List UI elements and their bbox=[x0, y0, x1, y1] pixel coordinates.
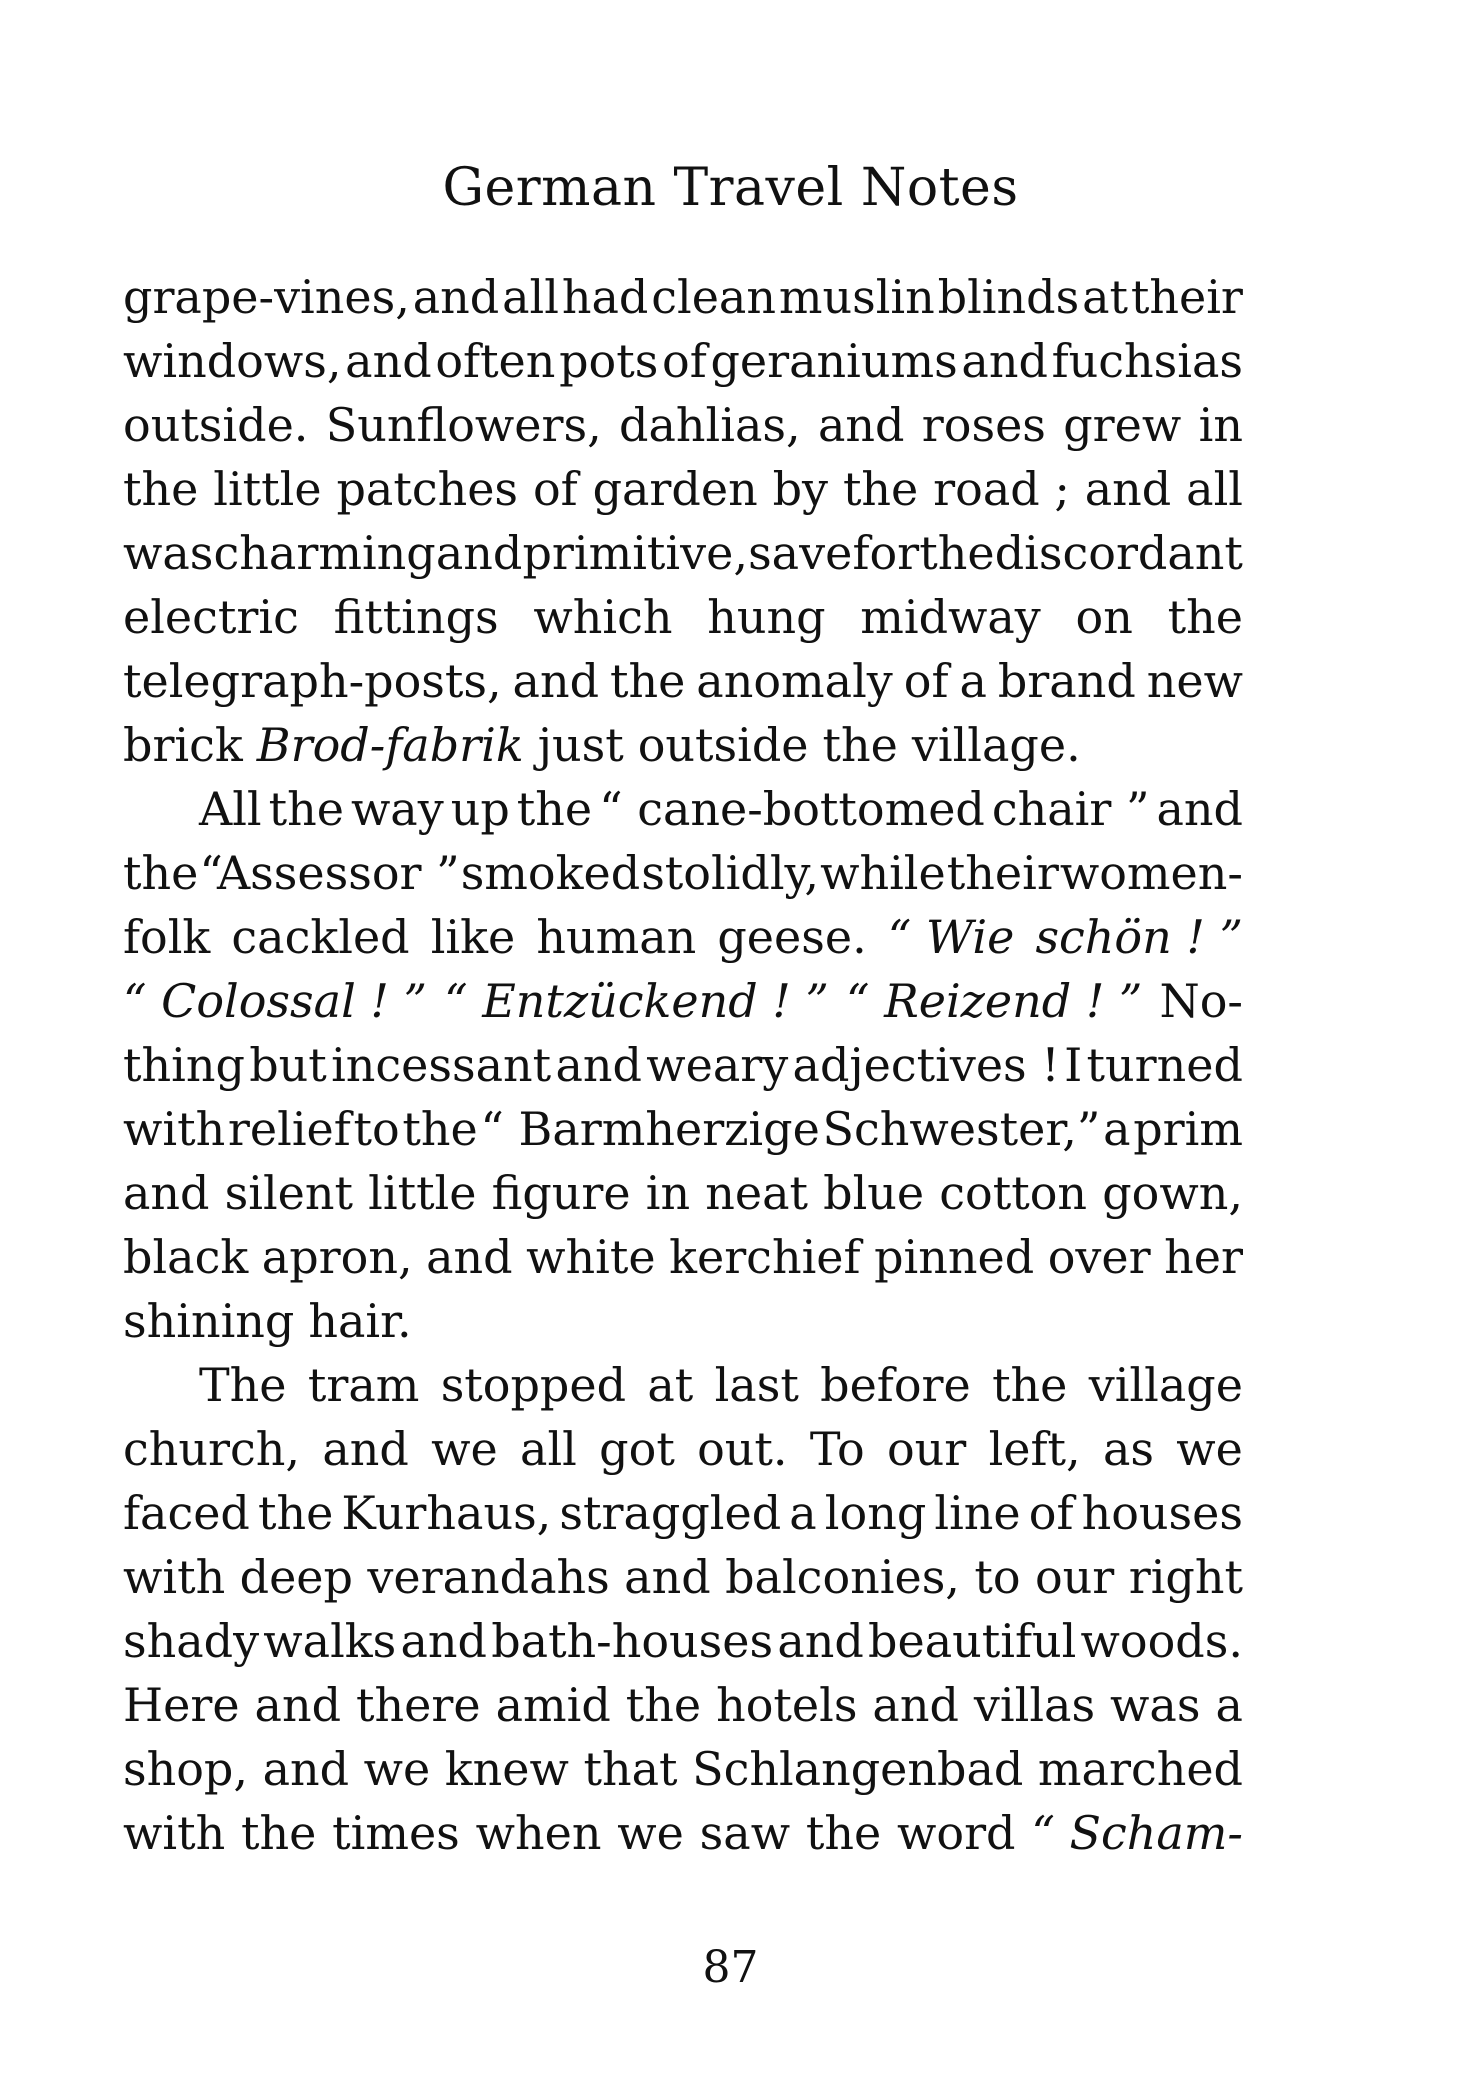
word: to bbox=[974, 1550, 1021, 1604]
word: got bbox=[599, 1422, 675, 1476]
word: we bbox=[1176, 1422, 1243, 1476]
text-line bbox=[123, 1353, 1243, 1417]
word: and bbox=[400, 1614, 487, 1668]
word: thing bbox=[123, 1038, 245, 1092]
word: tram bbox=[307, 1358, 420, 1412]
word: straggled bbox=[559, 1486, 782, 1540]
word: kerchief bbox=[669, 1230, 861, 1284]
word: and bbox=[123, 1166, 210, 1220]
word: bath-houses bbox=[491, 1614, 774, 1668]
word: left, bbox=[988, 1422, 1081, 1476]
word: telegraph-posts, bbox=[123, 654, 502, 708]
word: the bbox=[919, 526, 995, 580]
word: there bbox=[356, 1678, 481, 1732]
word: road ; bbox=[933, 462, 1070, 516]
word: like bbox=[430, 910, 516, 964]
word: their bbox=[946, 846, 1059, 900]
word: at bbox=[1082, 270, 1128, 324]
page-number: 87 bbox=[702, 1942, 759, 1993]
text-line bbox=[123, 1801, 1243, 1865]
word: as bbox=[1102, 1422, 1154, 1476]
word: “ Scham- bbox=[1031, 1806, 1243, 1860]
text-line bbox=[123, 841, 1243, 905]
word: Schwester,” bbox=[822, 1102, 1101, 1156]
word: neat bbox=[705, 1166, 808, 1220]
word: save bbox=[748, 526, 853, 580]
word: “ cane-bottomed bbox=[599, 782, 985, 836]
word: Schlangenbad bbox=[692, 1742, 1024, 1796]
word: midway bbox=[860, 590, 1041, 644]
word: of bbox=[662, 334, 707, 388]
word: with bbox=[123, 1102, 226, 1156]
word: fittings bbox=[333, 590, 499, 644]
word: brick bbox=[123, 718, 243, 772]
word: hair. bbox=[308, 1294, 412, 1348]
word: our bbox=[1034, 1550, 1115, 1604]
word: amid bbox=[495, 1678, 611, 1732]
word: and bbox=[426, 1230, 513, 1284]
word: roses bbox=[921, 398, 1046, 452]
word: No- bbox=[1159, 974, 1243, 1028]
word: marched bbox=[1037, 1742, 1243, 1796]
word: incessant bbox=[331, 1038, 552, 1092]
word: and bbox=[1084, 462, 1172, 516]
text-line bbox=[123, 1481, 1243, 1545]
word: garden bbox=[592, 462, 758, 516]
word: the bbox=[516, 782, 593, 836]
word: the bbox=[842, 462, 919, 516]
word: I bbox=[1064, 1038, 1083, 1092]
text-line bbox=[123, 521, 1243, 585]
word: Here bbox=[123, 1678, 240, 1732]
word: “ Reizend ! ” bbox=[845, 974, 1143, 1028]
word: geraniums bbox=[710, 334, 958, 388]
word: pots bbox=[559, 334, 659, 388]
text-line bbox=[123, 329, 1243, 393]
word: blue bbox=[823, 1166, 925, 1220]
word: The bbox=[199, 1358, 287, 1412]
word: all bbox=[520, 1422, 577, 1476]
word: over bbox=[1047, 1230, 1151, 1284]
word: and bbox=[435, 526, 523, 580]
word: outside bbox=[637, 718, 809, 772]
word: village bbox=[1088, 1358, 1243, 1412]
word: charming bbox=[213, 526, 436, 580]
word: right bbox=[1128, 1550, 1243, 1604]
word: a bbox=[789, 1486, 817, 1540]
word: their bbox=[1130, 270, 1243, 324]
word: had bbox=[561, 270, 649, 324]
word: and bbox=[555, 1038, 642, 1092]
text-line bbox=[123, 777, 1243, 841]
word: prim bbox=[1133, 1102, 1243, 1156]
text-line bbox=[123, 1161, 1243, 1225]
word: the bbox=[241, 1806, 317, 1860]
word: by bbox=[772, 462, 829, 516]
word: clean bbox=[651, 270, 776, 324]
word: the bbox=[992, 1358, 1068, 1412]
word: the bbox=[805, 1806, 882, 1860]
word: in bbox=[645, 1166, 691, 1220]
text-line bbox=[123, 1545, 1243, 1609]
word: just bbox=[537, 718, 624, 772]
word: and bbox=[961, 334, 1048, 388]
word: verandahs bbox=[367, 1550, 610, 1604]
word: the bbox=[123, 462, 199, 516]
word: a bbox=[1103, 1102, 1131, 1156]
word: schön ! ” bbox=[1035, 910, 1243, 964]
word: on bbox=[1075, 590, 1133, 644]
text-line bbox=[123, 1033, 1243, 1097]
word: village. bbox=[911, 718, 1081, 772]
text-line bbox=[123, 585, 1243, 649]
word: the bbox=[625, 1678, 702, 1732]
word: walks bbox=[263, 1614, 397, 1668]
text-line bbox=[123, 457, 1243, 521]
word: and bbox=[872, 1678, 959, 1732]
word: primitive, bbox=[522, 526, 748, 580]
word: for bbox=[852, 526, 920, 580]
word: discordant bbox=[994, 526, 1243, 580]
word: grape-vines, bbox=[123, 270, 410, 324]
word: little bbox=[368, 1166, 477, 1220]
word: when bbox=[475, 1806, 602, 1860]
word: all bbox=[502, 270, 559, 324]
word: the bbox=[822, 718, 898, 772]
word: windows, bbox=[123, 334, 342, 388]
word: beautiful bbox=[868, 1614, 1077, 1668]
word: houses bbox=[1081, 1486, 1243, 1540]
text-line bbox=[123, 1609, 1243, 1673]
word: last bbox=[714, 1358, 799, 1412]
word: folk bbox=[123, 910, 211, 964]
word: “ Colossal ! ” bbox=[123, 974, 428, 1028]
word: cackled bbox=[231, 910, 410, 964]
word: line bbox=[934, 1486, 1021, 1540]
word: brand bbox=[997, 654, 1136, 708]
word: muslin bbox=[778, 270, 935, 324]
word: grew bbox=[1063, 398, 1182, 452]
word: hotels bbox=[716, 1678, 858, 1732]
word: human bbox=[536, 910, 697, 964]
text-line bbox=[123, 1289, 1243, 1353]
text-line bbox=[123, 905, 1243, 969]
word: shady bbox=[123, 1614, 260, 1668]
word: shop, bbox=[123, 1742, 248, 1796]
word: her bbox=[1164, 1230, 1243, 1284]
word: long bbox=[824, 1486, 927, 1540]
running-title: German Travel Notes bbox=[442, 158, 1019, 218]
word: before bbox=[820, 1358, 971, 1412]
word: anomaly bbox=[696, 654, 893, 708]
word: times bbox=[332, 1806, 460, 1860]
word: new bbox=[1146, 654, 1243, 708]
word: the bbox=[123, 846, 199, 900]
word: and bbox=[254, 1678, 342, 1732]
word: silent bbox=[224, 1166, 354, 1220]
word: All bbox=[199, 782, 262, 836]
word: was bbox=[123, 526, 214, 580]
word: To bbox=[809, 1422, 865, 1476]
word: while bbox=[820, 846, 946, 900]
word: apron, bbox=[261, 1230, 413, 1284]
word: “ Wie bbox=[887, 910, 1015, 964]
word: way bbox=[350, 782, 444, 836]
word: outside. bbox=[123, 398, 309, 452]
word: that bbox=[583, 1742, 678, 1796]
word: turned bbox=[1086, 1038, 1243, 1092]
word: stopped bbox=[440, 1358, 627, 1412]
word: figure bbox=[491, 1166, 631, 1220]
word: smoked bbox=[460, 846, 641, 900]
word: the bbox=[402, 1102, 478, 1156]
text-line bbox=[123, 969, 1243, 1033]
word: and bbox=[345, 334, 432, 388]
word: and bbox=[322, 1422, 409, 1476]
word: and bbox=[512, 654, 600, 708]
word: all bbox=[1186, 462, 1243, 516]
word: Kurhaus, bbox=[341, 1486, 552, 1540]
word: with bbox=[123, 1550, 226, 1604]
word: church, bbox=[123, 1422, 301, 1476]
word: Sunflowers, bbox=[325, 398, 602, 452]
text-line bbox=[123, 1097, 1243, 1161]
word: and bbox=[624, 1550, 711, 1604]
word: “Assessor ” bbox=[199, 846, 460, 900]
word: of bbox=[903, 654, 949, 708]
text-line bbox=[123, 649, 1243, 713]
word: and bbox=[262, 1742, 350, 1796]
word: we bbox=[431, 1422, 498, 1476]
word: often bbox=[435, 334, 556, 388]
word: weary bbox=[646, 1038, 789, 1092]
word: to bbox=[353, 1102, 400, 1156]
word: black bbox=[123, 1230, 249, 1284]
word: stolidly, bbox=[641, 846, 820, 900]
word: which bbox=[533, 590, 673, 644]
word: relief bbox=[227, 1102, 351, 1156]
word: patches bbox=[336, 462, 519, 516]
word: in bbox=[1198, 398, 1243, 452]
word: gown, bbox=[1102, 1166, 1243, 1220]
word: “ Entzückend ! ” bbox=[444, 974, 829, 1028]
word: fuchsias bbox=[1051, 334, 1243, 388]
word: dahlias, bbox=[619, 398, 801, 452]
word: but bbox=[249, 1038, 327, 1092]
word: saw bbox=[699, 1806, 791, 1860]
text-line bbox=[123, 713, 1243, 777]
word: deep bbox=[239, 1550, 353, 1604]
word: woods. bbox=[1080, 1614, 1243, 1668]
word: of bbox=[532, 462, 578, 516]
word: our bbox=[886, 1422, 967, 1476]
body-text bbox=[123, 265, 1243, 1865]
word: the bbox=[268, 782, 344, 836]
word: adjectives ! bbox=[792, 1038, 1060, 1092]
word: was bbox=[1110, 1678, 1201, 1732]
word: at bbox=[647, 1358, 694, 1412]
text-line bbox=[123, 265, 1243, 329]
word: electric bbox=[123, 590, 299, 644]
word: blinds bbox=[937, 270, 1080, 324]
word: a bbox=[1215, 1678, 1243, 1732]
word: and bbox=[777, 1614, 864, 1668]
word: shining bbox=[123, 1294, 295, 1348]
word: knew bbox=[444, 1742, 569, 1796]
word: white bbox=[526, 1230, 656, 1284]
word: little bbox=[213, 462, 322, 516]
word: of bbox=[1028, 1486, 1074, 1540]
word: hung bbox=[707, 590, 826, 644]
word: “ Barmherzige bbox=[480, 1102, 820, 1156]
word: pinned bbox=[874, 1230, 1035, 1284]
word: and bbox=[1156, 782, 1243, 836]
word: Brod-fabrik bbox=[256, 718, 524, 772]
text-line bbox=[123, 1673, 1243, 1737]
word: faced bbox=[123, 1486, 250, 1540]
word: balconies, bbox=[725, 1550, 960, 1604]
word: villas bbox=[973, 1678, 1096, 1732]
word: the bbox=[257, 1486, 334, 1540]
word: with bbox=[123, 1806, 226, 1860]
word: and bbox=[412, 270, 500, 324]
word: we bbox=[617, 1806, 684, 1860]
word: geese. bbox=[717, 910, 867, 964]
word: cotton bbox=[939, 1166, 1088, 1220]
word: out. bbox=[697, 1422, 788, 1476]
word: word bbox=[897, 1806, 1016, 1860]
text-line bbox=[123, 1417, 1243, 1481]
word: the bbox=[610, 654, 686, 708]
word: women- bbox=[1059, 846, 1243, 900]
word: chair ” bbox=[991, 782, 1150, 836]
text-line bbox=[123, 393, 1243, 457]
text-line bbox=[123, 1225, 1243, 1289]
word: a bbox=[959, 654, 987, 708]
word: and bbox=[817, 398, 905, 452]
word: up bbox=[450, 782, 510, 836]
word: the bbox=[1167, 590, 1243, 644]
text-line bbox=[123, 1737, 1243, 1801]
word: we bbox=[363, 1742, 431, 1796]
